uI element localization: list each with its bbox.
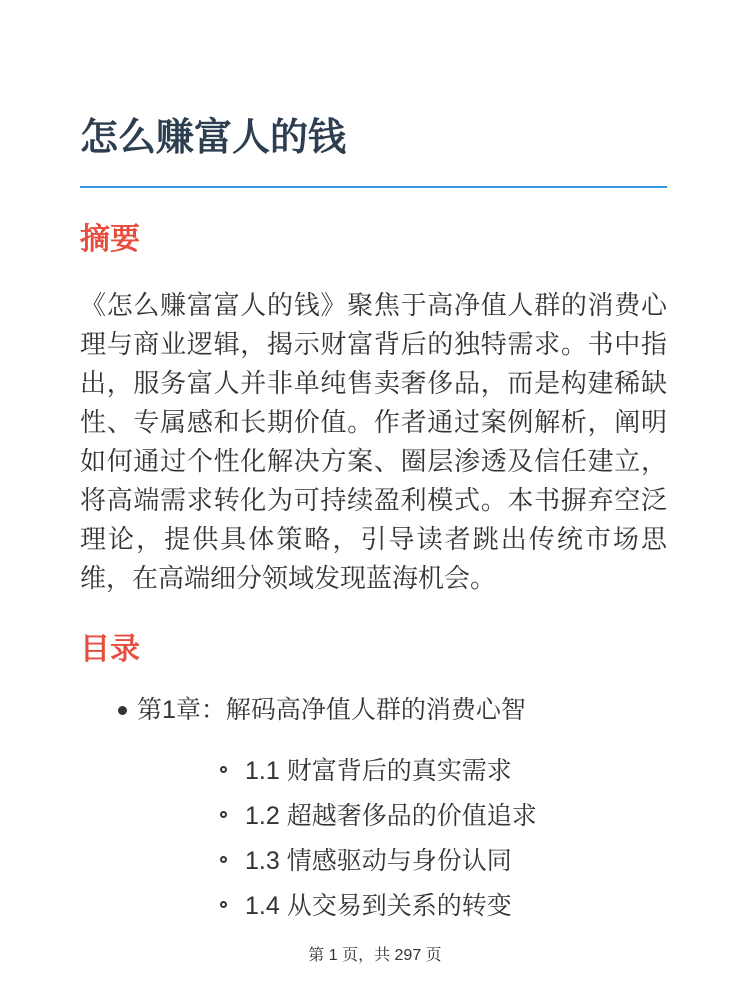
toc-subitem-label: 1.4 从交易到关系的转变 <box>245 891 512 920</box>
toc-chapter-label: 第1章：解码高净值人群的消费心智 <box>137 695 526 724</box>
page-content <box>0 116 750 929</box>
toc-subitem <box>137 794 667 839</box>
bullet-disc-icon <box>118 706 127 715</box>
toc-sublist <box>137 749 667 929</box>
toc-subitem <box>137 749 667 794</box>
toc-list <box>80 689 667 929</box>
page-title: 怎么赚富人的钱 <box>80 117 347 159</box>
toc-chapter-item <box>80 689 667 929</box>
toc-subitem <box>137 839 667 884</box>
title-divider <box>80 186 667 188</box>
toc-subitem-label: 1.3 情感驱动与身份认同 <box>245 846 512 875</box>
toc-heading: 目录 <box>80 632 140 666</box>
bullet-circle-icon <box>220 856 227 863</box>
page-indicator: 第 1 页，共 297 页 <box>308 947 442 964</box>
bullet-circle-icon <box>220 766 227 773</box>
abstract-heading: 摘要 <box>80 222 140 256</box>
toc-subitem-label: 1.2 超越奢侈品的价值追求 <box>245 801 537 830</box>
toc-subitem <box>137 884 667 929</box>
bullet-circle-icon <box>220 811 227 818</box>
abstract-text: 《怎么赚富富人的钱》聚焦于高净值人群的消费心理与商业逻辑，揭示财富背后的独特需求。书中指出，服务富人并非单纯售卖奢侈品，而是构建稀缺性、专属感和长期价值。作者通过案例解析，阐明如何通过个性化解决方案、圈层渗透及信任建立，将高端需求转化为可持续盈利模式。本书摒弃空泛理论，提供具体策略，引导读者跳出传统市场思维，在高端细分领域发现蓝海机会。 <box>80 289 667 593</box>
bullet-circle-icon <box>220 901 227 908</box>
toc-subitem-label: 1.1 财富背后的真实需求 <box>245 756 512 785</box>
